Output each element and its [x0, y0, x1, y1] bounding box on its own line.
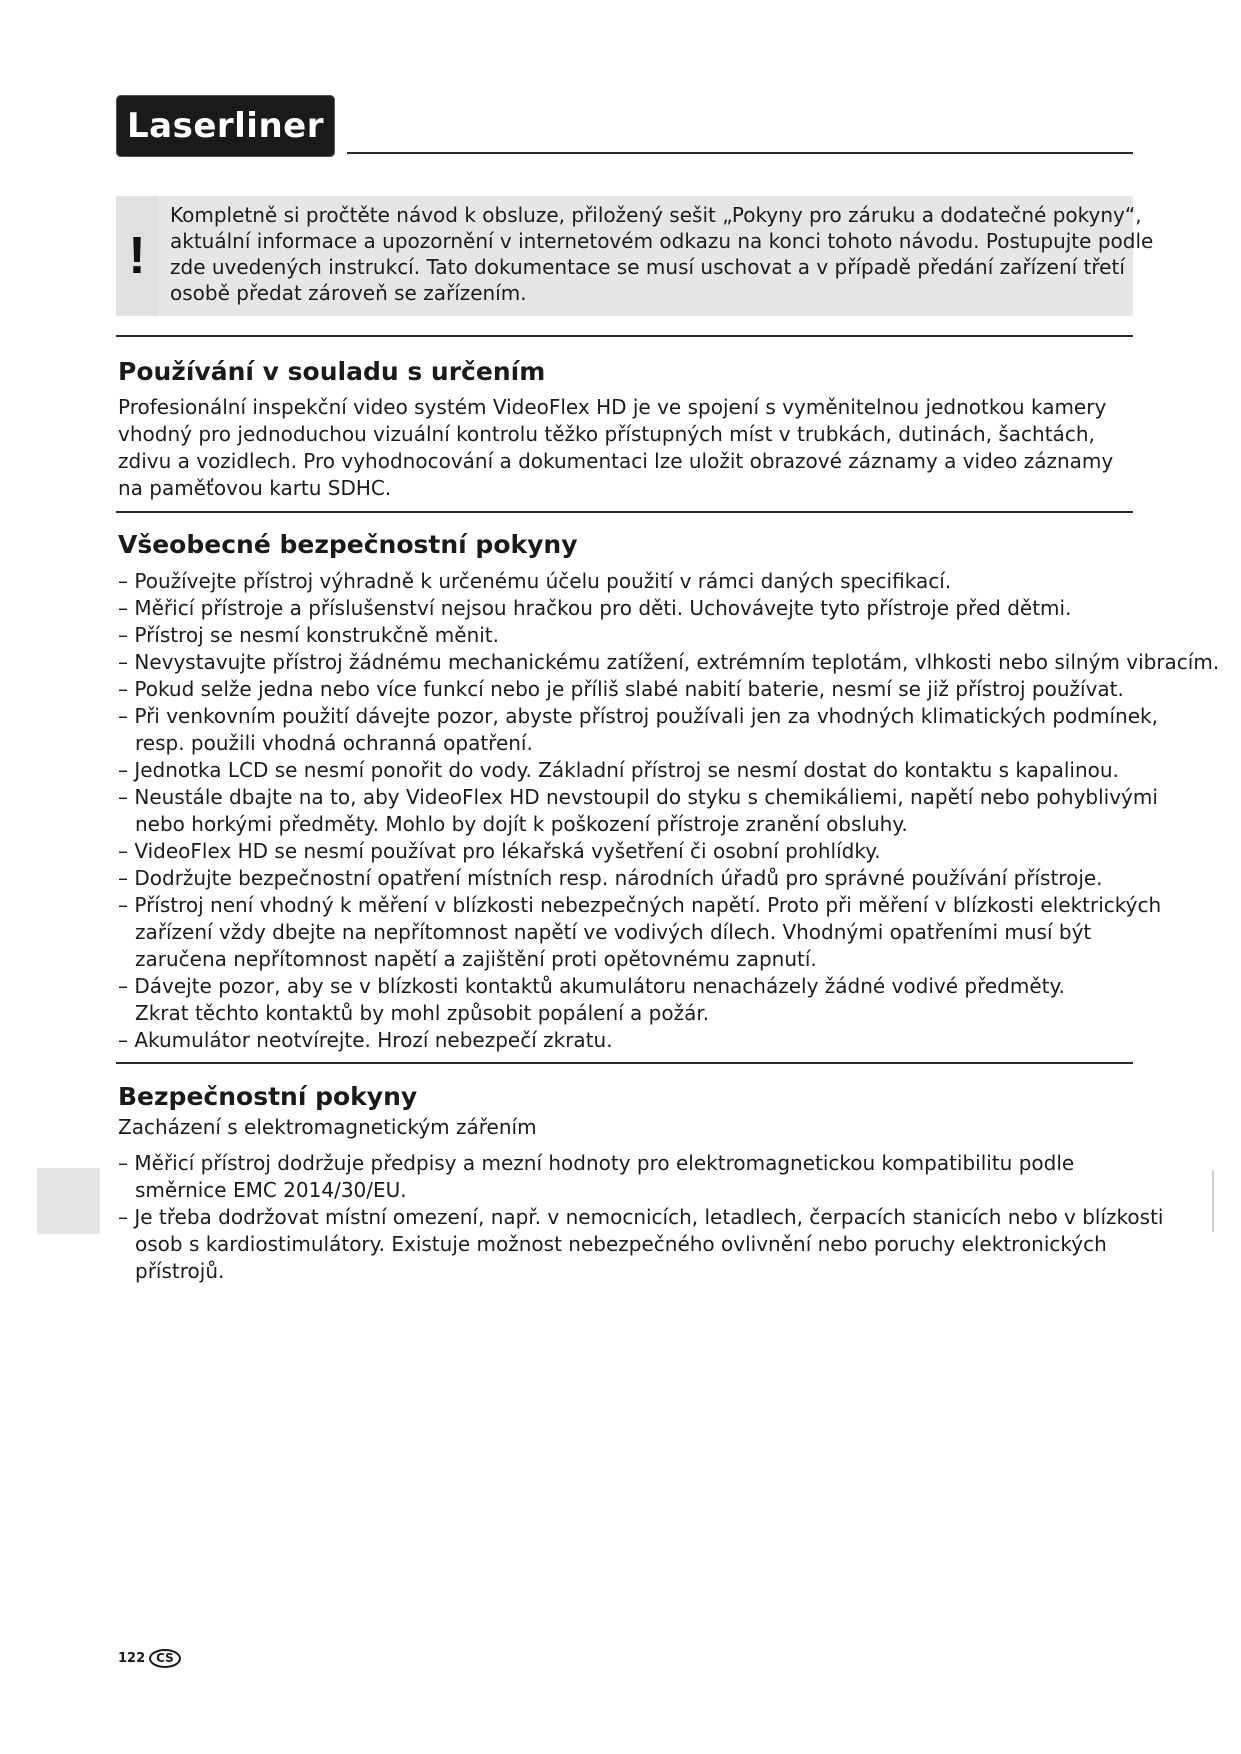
- list-item-continuation: nebo horkými předměty. Mohlo by dojít k poškození přístroje zranění obsluhy.: [135, 812, 908, 836]
- section-divider: [116, 335, 1133, 337]
- edge-mark: [1212, 1170, 1214, 1232]
- section-heading-general: Všeobecné bezpečnostní pokyny: [118, 530, 578, 559]
- use-paragraph: [118, 394, 1114, 502]
- list-item: – Jednotka LCD se nesmí ponořit do vody. Základní přístroj se nesmí dostat do kontaktu s kapalinou.: [118, 758, 1119, 782]
- paragraph-line: Profesionální inspekční video systém VideoFlex HD je ve spojení s vyměnitelnou jednotkou kamery: [118, 395, 1107, 419]
- list-item: – Používejte přístroj výhradně k určenému účelu použití v rámci daných specifikací.: [118, 569, 952, 593]
- notice-text: [170, 202, 1154, 306]
- list-item: – Přístroj není vhodný k měření v blízkosti nebezpečných napětí. Proto při měření v blízkosti elektrických: [118, 893, 1162, 917]
- list-item: – Je třeba dodržovat místní omezení, např. v nemocnicích, letadlech, čerpacích stanicích nebo v blízkosti: [118, 1205, 1164, 1229]
- section-subtitle: Zacházení s elektromagnetickým zářením: [118, 1115, 537, 1139]
- list-item: – Měřicí přístroje a příslušenství nejsou hračkou pro děti. Uchovávejte tyto přístroje před dětmi.: [118, 596, 1072, 620]
- list-item: – Pokud selže jedna nebo více funkcí nebo je příliš slabé nabití baterie, nesmí se již přístroj používat.: [118, 677, 1124, 701]
- page-footer: [118, 1649, 181, 1668]
- language-badge: CS: [149, 1649, 181, 1668]
- list-item: – Neustále dbajte na to, aby VideoFlex HD nevstoupil do styku s chemikáliemi, napětí nebo pohyblivými: [118, 785, 1158, 809]
- list-item-continuation: resp. použili vhodná ochranná opatření.: [135, 731, 533, 755]
- list-item-continuation: směrnice EMC 2014/30/EU.: [135, 1178, 407, 1202]
- notice-box: [116, 196, 1154, 316]
- list-item: – Měřicí přístroj dodržuje předpisy a mezní hodnoty pro elektromagnetickou kompatibilitu podle: [118, 1151, 1075, 1175]
- list-item: – Dodržujte bezpečnostní opatření místních resp. národních úřadů pro správné používání přístroje.: [118, 866, 1103, 890]
- list-item: – Dávejte pozor, aby se v blízkosti kontaktů akumulátoru nenacházely žádné vodivé předměty.: [118, 974, 1065, 998]
- notice-line: aktuální informace a upozornění v internetovém odkazu na konci tohoto návodu. Postupujte podle: [170, 229, 1154, 253]
- paragraph-line: zdivu a vozidlech. Pro vyhodnocování a dokumentaci lze uložit obrazové záznamy a video záznamy: [118, 449, 1114, 473]
- list-item: – VideoFlex HD se nesmí používat pro lékařská vyšetření či osobní prohlídky.: [118, 839, 881, 863]
- brand-logo: Laserliner: [116, 95, 335, 157]
- exclamation-icon: !: [128, 227, 146, 285]
- section-heading-safety: Bezpečnostní pokyny: [118, 1082, 418, 1111]
- paragraph-line: na paměťovou kartu SDHC.: [118, 476, 392, 500]
- list-item: – Při venkovním použití dávejte pozor, abyste přístroj používali jen za vhodných klimatických podmínek,: [118, 704, 1158, 728]
- notice-bar: [116, 196, 158, 316]
- list-item-continuation: zařízení vždy dbejte na nepřítomnost napětí ve vodivých dílech. Vhodnými opatřeními musí být: [135, 920, 1092, 944]
- list-item: – Akumulátor neotvírejte. Hrozí nebezpečí zkratu.: [118, 1028, 613, 1052]
- list-item: – Přístroj se nesmí konstrukčně měnit.: [118, 623, 499, 647]
- header-rule: [347, 152, 1133, 154]
- list-item-continuation: přístrojů.: [135, 1259, 225, 1283]
- emc-safety-list: [118, 1150, 1168, 1285]
- page-number: 122: [118, 1651, 146, 1666]
- section-heading-use: Používání v souladu s určením: [118, 357, 546, 386]
- list-item-continuation: zaručena nepřítomnost napětí a zajištění proti opětovnému zapnutí.: [135, 947, 817, 971]
- list-item-continuation: Zkrat těchto kontaktů by mohl způsobit popálení a požár.: [135, 1001, 710, 1025]
- general-safety-list: [118, 568, 1220, 1054]
- list-item-continuation: osob s kardiostimulátory. Existuje možnost nebezpečného ovlivnění nebo poruchy elektronických: [135, 1232, 1107, 1256]
- notice-line: osobě předat zároveň se zařízením.: [170, 281, 527, 305]
- notice-line: zde uvedených instrukcí. Tato dokumentace se musí uschovat a v případě předání zařízení třetí: [170, 255, 1125, 279]
- notice-line: Kompletně si pročtěte návod k obsluze, přiložený sešit „Pokyny pro záruku a dodatečné pokyny“,: [170, 203, 1142, 227]
- list-item: – Nevystavujte přístroj žádnému mechanickému zatížení, extrémním teplotám, vlhkosti nebo silným vibracím.: [118, 650, 1220, 674]
- section-divider: [116, 1062, 1133, 1064]
- side-tab-marker: [37, 1168, 100, 1234]
- section-divider: [116, 511, 1133, 513]
- paragraph-line: vhodný pro jednoduchou vizuální kontrolu těžko přístupných míst v trubkách, dutinách, šachtách,: [118, 422, 1095, 446]
